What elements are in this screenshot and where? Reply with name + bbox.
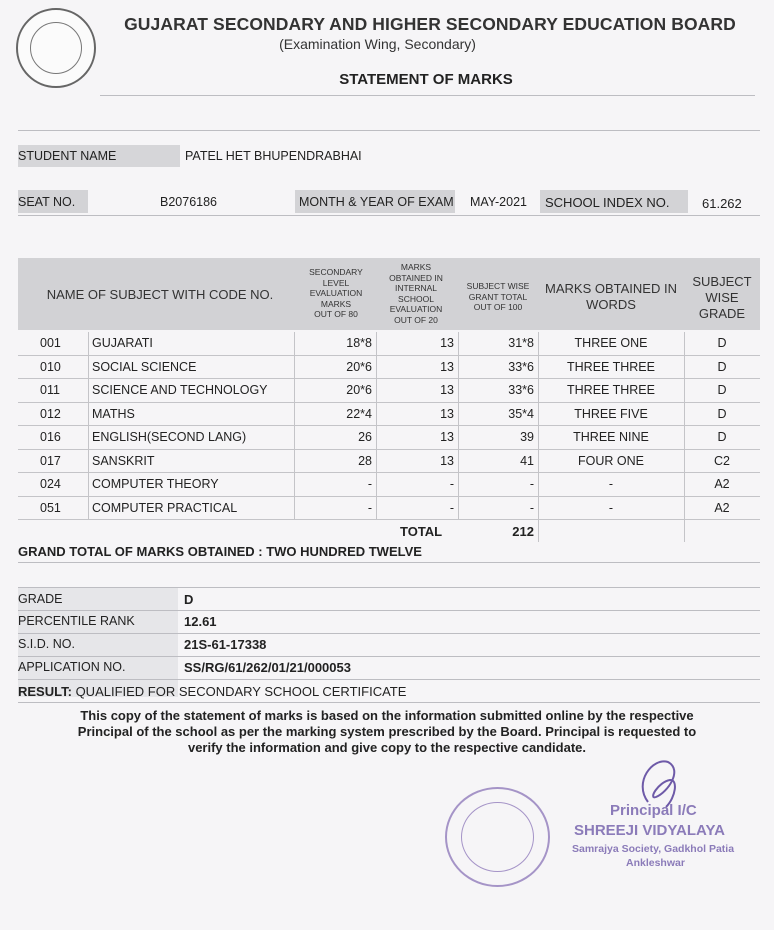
seat-no-label: SEAT NO. bbox=[18, 195, 76, 209]
exam-month-value: MAY-2021 bbox=[470, 195, 527, 209]
result-text: QUALIFIED FOR SECONDARY SCHOOL CERTIFICATE bbox=[75, 684, 407, 699]
table-row: 017 SANSKRIT 28 13 41 FOUR ONE C2 bbox=[18, 450, 760, 474]
result-label: RESULT: bbox=[18, 684, 72, 699]
exam-month-label: MONTH & YEAR OF EXAM bbox=[299, 195, 454, 209]
application-label: APPLICATION NO. bbox=[18, 660, 126, 674]
application-value: SS/RG/61/262/01/21/000053 bbox=[184, 660, 351, 675]
total-label: TOTAL bbox=[400, 524, 443, 539]
school-index-label: SCHOOL INDEX NO. bbox=[545, 195, 670, 210]
table-row: 012 MATHS 22*4 13 35*4 THREE FIVE D bbox=[18, 403, 760, 427]
table-row: 051 COMPUTER PRACTICAL - - - - A2 bbox=[18, 497, 760, 521]
table-row: 016 ENGLISH(SECOND LANG) 26 13 39 THREE NINE D bbox=[18, 426, 760, 450]
col-subject-header: NAME OF SUBJECT WITH CODE NO. bbox=[46, 287, 274, 302]
grade-label: GRADE bbox=[18, 592, 63, 606]
percentile-value: 12.61 bbox=[184, 614, 217, 629]
grade-value: D bbox=[184, 592, 194, 607]
col-secondary-header: SECONDARY LEVEL EVALUATION MARKS OUT OF 80 bbox=[309, 267, 363, 319]
board-wing: (Examination Wing, Secondary) bbox=[279, 36, 476, 52]
table-row: 011 SCIENCE AND TECHNOLOGY 20*6 13 33*6 THREE THREE D bbox=[18, 379, 760, 403]
sid-label: S.I.D. NO. bbox=[18, 637, 75, 651]
col-grade-header: SUBJECT WISE GRADE bbox=[692, 274, 752, 321]
percentile-label: PERCENTILE RANK bbox=[18, 614, 135, 628]
document-title: STATEMENT OF MARKS bbox=[339, 71, 513, 88]
principal-title: Principal I/C bbox=[610, 802, 697, 819]
col-words-header: MARKS OBTAINED IN WORDS bbox=[545, 281, 677, 312]
col-internal-header: MARKS OBTAINED IN INTERNAL SCHOOL EVALUATION OUT OF 20 bbox=[389, 262, 443, 325]
col-total-header: SUBJECT WISE GRANT TOTAL OUT OF 100 bbox=[466, 281, 530, 312]
table-row: 010 SOCIAL SCIENCE 20*6 13 33*6 THREE THREE D bbox=[18, 356, 760, 380]
student-name-value: PATEL HET BHUPENDRABHAI bbox=[185, 149, 362, 163]
school-name: SHREEJI VIDYALAYA bbox=[574, 822, 725, 839]
student-name-label: STUDENT NAME bbox=[18, 149, 117, 163]
total-value: 212 bbox=[512, 524, 534, 539]
seat-no-value: B2076186 bbox=[160, 195, 218, 209]
board-title: GUJARAT SECONDARY AND HIGHER SECONDARY EDUCATION BOARD bbox=[124, 14, 736, 34]
school-address-line2: Ankleshwar bbox=[626, 857, 685, 869]
board-seal-icon bbox=[16, 8, 96, 88]
table-row: 024 COMPUTER THEORY - - - - A2 bbox=[18, 473, 760, 497]
grand-total: GRAND TOTAL OF MARKS OBTAINED : TWO HUNDRED TWELVE bbox=[18, 544, 422, 559]
school-address-line1: Samrajya Society, Gadkhol Patia bbox=[572, 843, 735, 855]
school-index-value: 61.262 bbox=[702, 196, 742, 211]
sid-value: 21S-61-17338 bbox=[184, 637, 267, 652]
total-row bbox=[18, 520, 760, 544]
school-stamp-icon bbox=[445, 787, 550, 887]
disclaimer-note: This copy of the statement of marks is based on the information submitted online by the respective Principal of the school as per the marking system prescribed by the Board. Principal is requested to verify the information and give copy to the respective candidate. bbox=[77, 708, 697, 755]
table-row: 001 GUJARATI 18*8 13 31*8 THREE ONE D bbox=[18, 332, 760, 356]
result-line bbox=[18, 684, 406, 699]
